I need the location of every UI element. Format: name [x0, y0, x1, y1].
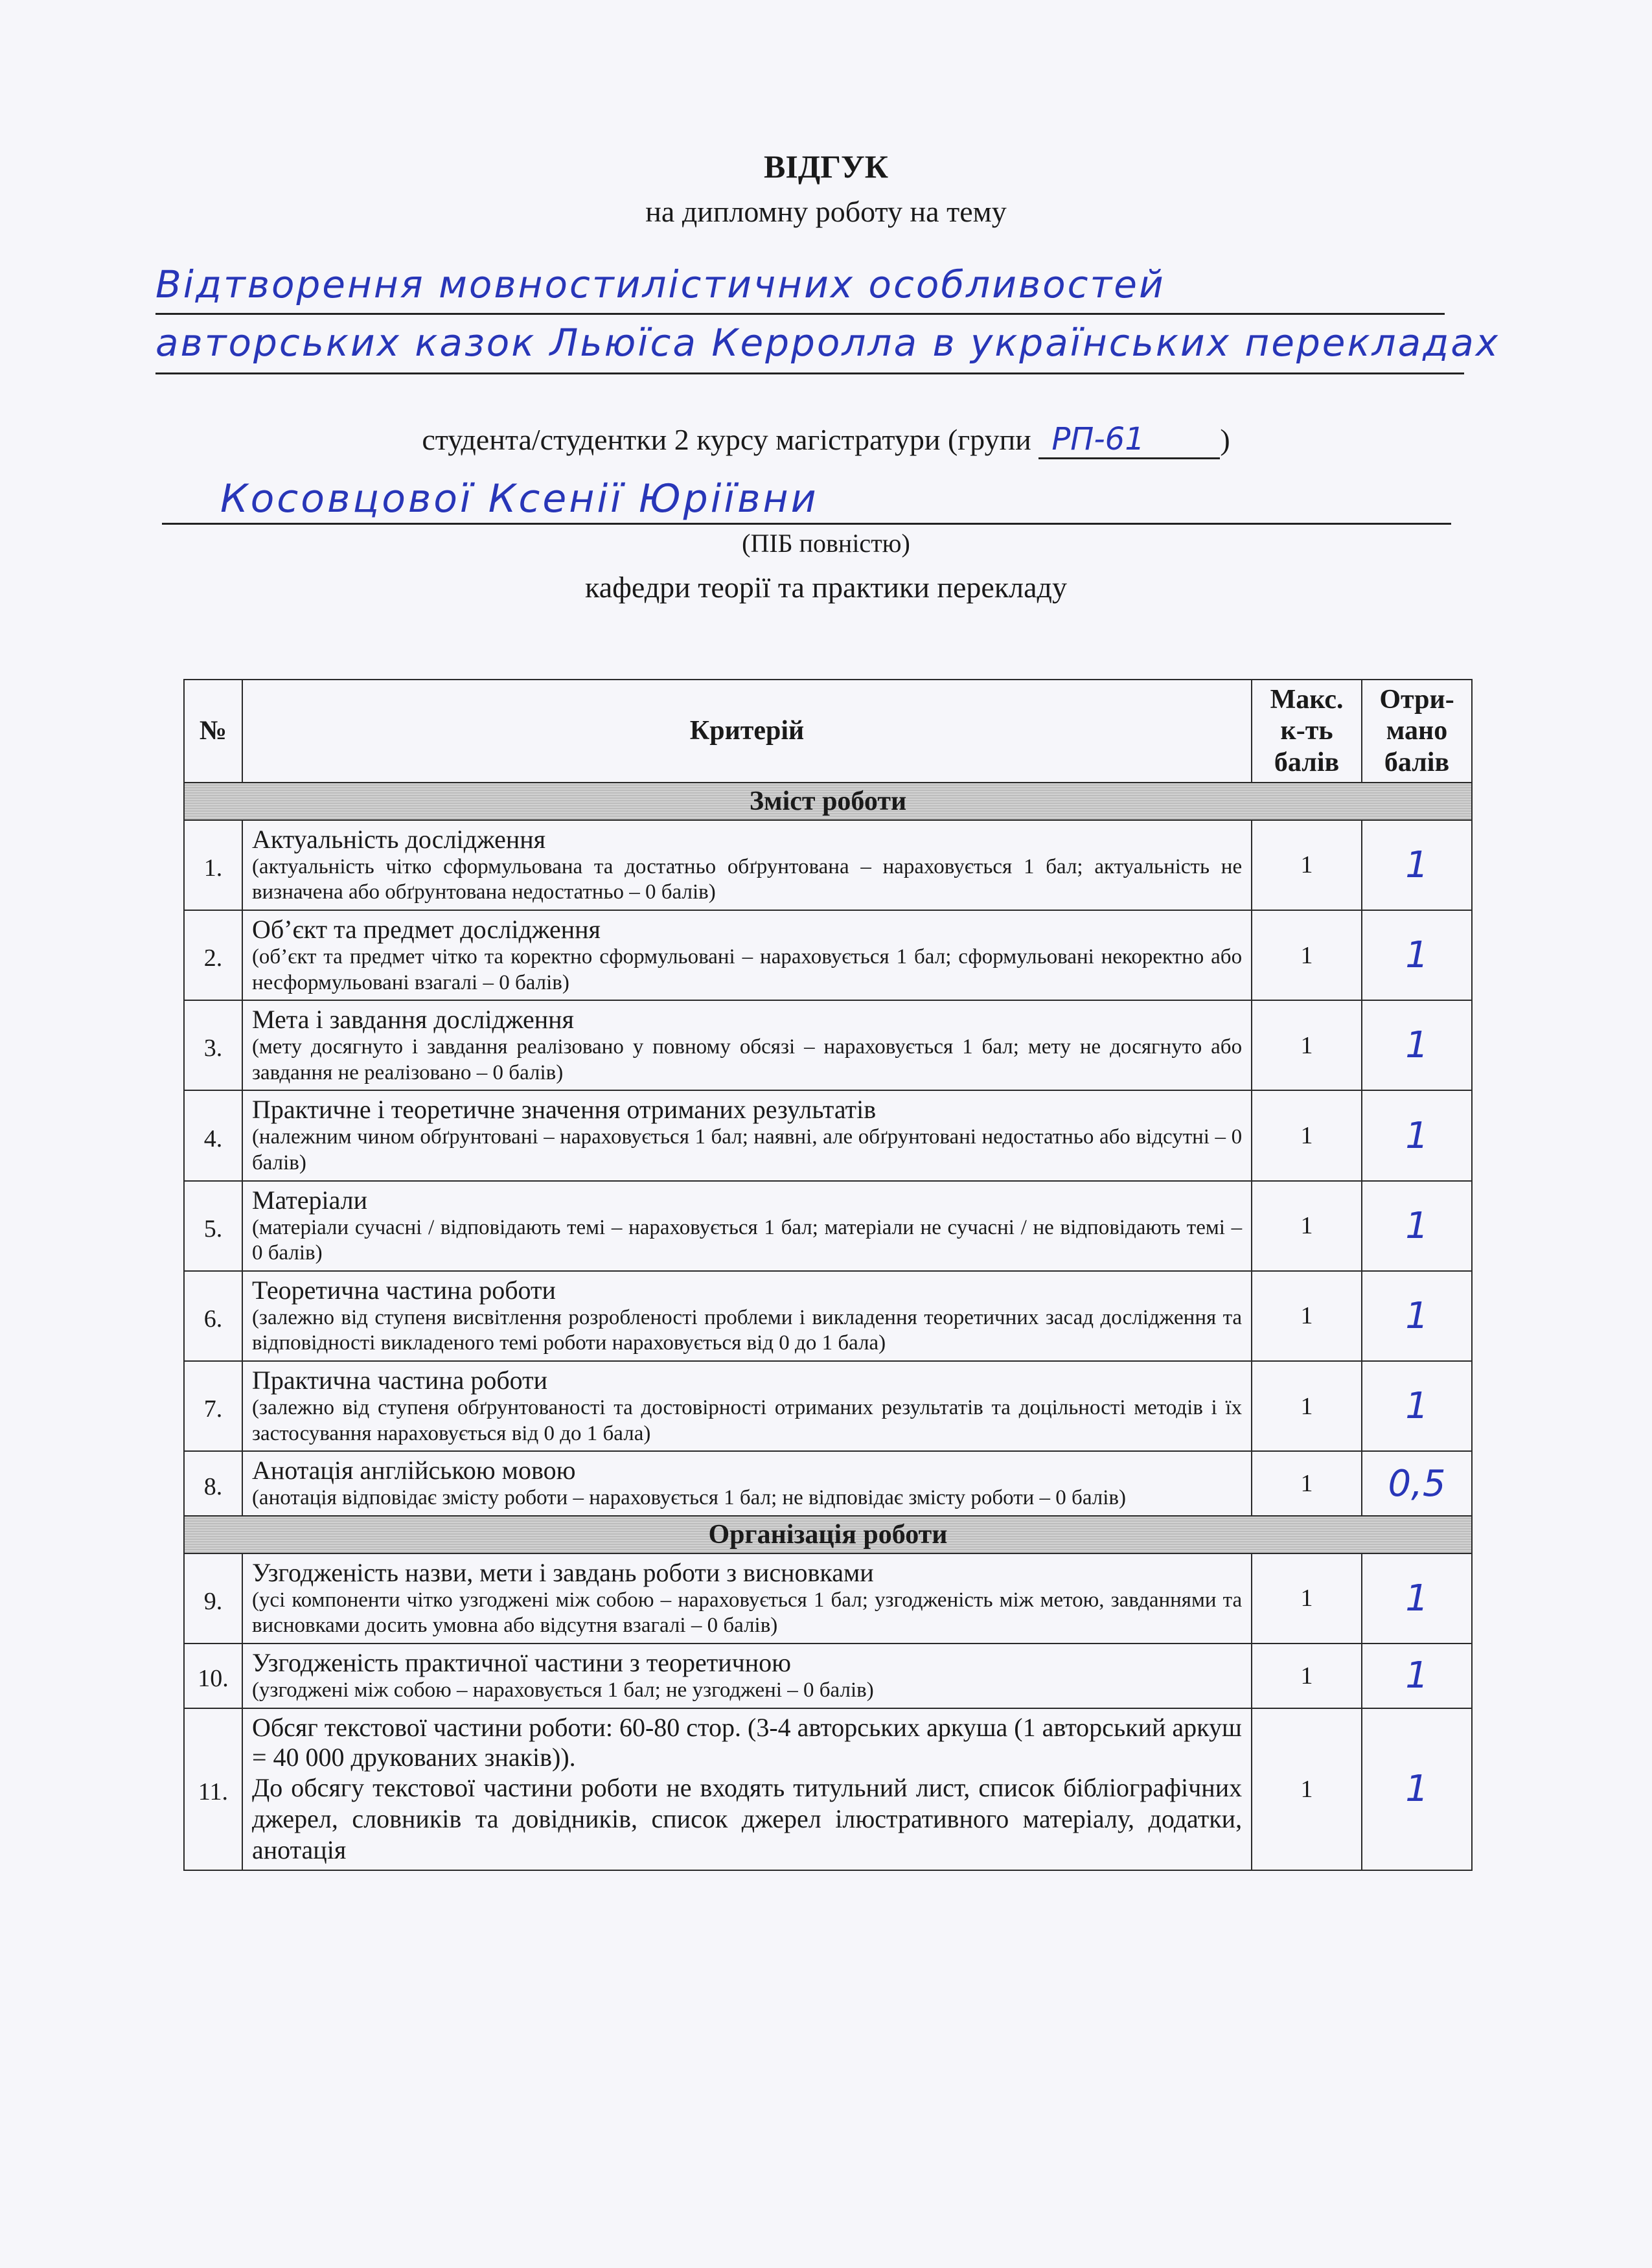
row-number: 8. [184, 1451, 242, 1516]
received-points-field[interactable] [1362, 820, 1472, 910]
received-points-field[interactable] [1362, 910, 1472, 1000]
received-points-field[interactable] [1362, 1361, 1472, 1451]
max-points: 1 [1252, 1361, 1362, 1451]
received-points-value: 1 [1405, 1577, 1428, 1620]
table-body [184, 783, 1472, 1870]
row-number: 2. [184, 910, 242, 1000]
group-field[interactable] [1038, 421, 1220, 459]
criterion-description: (анотація відповідає змісту роботи – нараховується 1 бал; не відповідає змісту роботи – 0 балів) [251, 1486, 1126, 1510]
criterion-cell [242, 1553, 1252, 1644]
student-name-field[interactable] [162, 476, 1451, 525]
row-number: 3. [184, 1000, 242, 1090]
criterion-title: Узгодженість назви, мети і завдань роботи з висновками [251, 1557, 874, 1587]
max-points: 1 [1252, 820, 1362, 910]
table-row [184, 1361, 1472, 1451]
row-number: 4. [184, 1090, 242, 1180]
received-points-field[interactable] [1362, 1708, 1472, 1870]
received-points-value: 1 [1405, 1204, 1428, 1247]
criterion-description: (актуальність чітко сформульована та достатньо обґрунтована – нараховується 1 бал; актуальність не визначена або обґрунтована недостатньо – 0 балів) [251, 854, 1243, 904]
criterion-description: (залежно від ступеня обґрунтованості та достовірності отриманих результатів та доцільності методів і їх застосування нараховується від 0 до 1 бала) [251, 1396, 1243, 1445]
header-max-line: Макс. [1270, 685, 1344, 715]
row-number: 7. [184, 1361, 242, 1451]
received-points-value: 1 [1405, 1768, 1428, 1811]
header-received-line: балів [1384, 747, 1450, 777]
max-points: 1 [1252, 1271, 1362, 1361]
criterion-description: (узгоджені між собою – нараховується 1 бал; не узгоджені – 0 балів) [251, 1678, 874, 1702]
criterion-cell [242, 910, 1252, 1000]
criteria-table [183, 679, 1473, 1871]
student-suffix: ) [1220, 423, 1230, 456]
criterion-title: Об’єкт та предмет дослідження [251, 915, 601, 945]
row-number: 5. [184, 1181, 242, 1271]
criterion-title: Мета і завдання дослідження [251, 1005, 574, 1035]
max-points: 1 [1252, 1644, 1362, 1708]
received-points-field[interactable] [1362, 1090, 1472, 1180]
received-points-value: 1 [1405, 843, 1428, 886]
table-row [184, 910, 1472, 1000]
criterion-cell [242, 1451, 1252, 1516]
document-subtitle: на дипломну роботу на тему [645, 195, 1007, 228]
received-points-field[interactable] [1362, 1181, 1472, 1271]
row-number: 6. [184, 1271, 242, 1361]
student-prefix: студента/студентки 2 курсу магістратури (групи [422, 423, 1031, 456]
received-points-value: 1 [1405, 1385, 1428, 1428]
criterion-cell [242, 1361, 1252, 1451]
max-points: 1 [1252, 910, 1362, 1000]
name-caption: (ПІБ повністю) [742, 529, 910, 558]
max-points: 1 [1252, 1451, 1362, 1516]
section-row [184, 1516, 1472, 1553]
criterion-description: (залежно від ступеня висвітлення розробленості проблеми і викладення теоретичних засад дослідження та відповідності викладеного темі роботи нараховується від 0 до 1 бала) [251, 1305, 1243, 1355]
table-row [184, 1451, 1472, 1516]
topic-field-line-1[interactable] [155, 262, 1445, 315]
topic-handwritten-line-1: Відтворення мовностилістичних особливостей [155, 262, 1165, 306]
criterion-description: (усі компоненти чітко узгоджені між собою – нараховується 1 бал; узгодженість між метою, завданнями та висновками досить умовна або відсутня взагалі – 0 балів) [251, 1588, 1243, 1638]
criterion-cell [242, 1708, 1252, 1870]
max-points: 1 [1252, 1708, 1362, 1870]
table-header-row [184, 680, 1472, 783]
received-points-value: 1 [1405, 1024, 1428, 1067]
section-title: Організація роботи [184, 1516, 1472, 1553]
criterion-title: Практична частина роботи [251, 1366, 548, 1395]
criterion-title: Актуальність дослідження [251, 824, 546, 854]
table-row [184, 1553, 1472, 1644]
received-points-value: 1 [1405, 934, 1428, 977]
table-row [184, 1181, 1472, 1271]
max-points: 1 [1252, 1181, 1362, 1271]
received-points-value: 0,5 [1388, 1462, 1446, 1505]
header-received-points [1362, 680, 1472, 783]
criterion-description: (мету досягнуто і завдання реалізовано у повному обсязі – нараховується 1 бал; мету не досягнуто або завдання не реалізовано – 0 балів) [251, 1035, 1243, 1084]
header-max-line: к-ть [1280, 716, 1333, 746]
criterion-cell [242, 1000, 1252, 1090]
criterion-cell [242, 1644, 1252, 1708]
criterion-title: Практичне і теоретичне значення отриманих результатів [251, 1095, 877, 1125]
header-max-line: балів [1274, 747, 1340, 777]
row-number: 11. [184, 1708, 242, 1870]
received-points-field[interactable] [1362, 1271, 1472, 1361]
received-points-value: 1 [1405, 1114, 1428, 1157]
max-points: 1 [1252, 1000, 1362, 1090]
student-line [0, 421, 1652, 459]
received-points-value: 1 [1405, 1655, 1428, 1697]
header-max-points [1252, 680, 1362, 783]
criterion-cell [242, 1271, 1252, 1361]
criterion-description: До обсягу текстової частини роботи не входять титульний лист, список бібліографічних джерел, словників та довідників, список джерел ілюстративного матеріалу, додатки, анотація [251, 1772, 1243, 1864]
criterion-description: (матеріали сучасні / відповідають темі – нараховується 1 бал; матеріали не сучасні / не відповідають темі – 0 балів) [251, 1215, 1243, 1265]
criterion-title: Теоретична частина роботи [251, 1275, 556, 1305]
row-number: 9. [184, 1553, 242, 1644]
department-label: кафедри теорії та практики перекладу [585, 571, 1067, 604]
table-row [184, 820, 1472, 910]
criterion-title: Матеріали [251, 1185, 368, 1215]
max-points: 1 [1252, 1090, 1362, 1180]
criterion-description: (об’єкт та предмет чітко та коректно сформульовані – нараховується 1 бал; сформульовані некоректно або несформульовані взагалі – 0 балів) [251, 945, 1243, 994]
section-title: Зміст роботи [184, 783, 1472, 820]
row-number: 1. [184, 820, 242, 910]
table-row [184, 1708, 1472, 1870]
table-row [184, 1090, 1472, 1180]
header-received-line: Отри- [1379, 685, 1454, 715]
criterion-cell [242, 1181, 1252, 1271]
header-number: № [184, 680, 242, 783]
received-points-value: 1 [1405, 1294, 1428, 1337]
max-points: 1 [1252, 1553, 1362, 1644]
table-row [184, 1000, 1472, 1090]
received-points-field[interactable] [1362, 1000, 1472, 1090]
header-criterion: Критерій [242, 680, 1252, 783]
group-value: РП-61 [1051, 421, 1145, 457]
received-points-field[interactable] [1362, 1451, 1472, 1516]
criterion-cell [242, 1090, 1252, 1180]
student-name-value: Косовцової Ксенії Юріївни [220, 476, 819, 521]
criterion-cell [242, 820, 1252, 910]
table-row [184, 1271, 1472, 1361]
received-points-field[interactable] [1362, 1644, 1472, 1708]
row-number: 10. [184, 1644, 242, 1708]
table-row [184, 1644, 1472, 1708]
section-row [184, 783, 1472, 820]
topic-field-line-2[interactable] [155, 321, 1500, 374]
criterion-title: Узгодженість практичної частини з теоретичною [251, 1647, 792, 1677]
criterion-description: (належним чином обґрунтовані – нараховується 1 бал; наявні, але обґрунтовані недостатньо або відсутні – 0 балів) [251, 1125, 1243, 1175]
document-title: ВІДГУК [764, 148, 888, 185]
criterion-title: Анотація англійською мовою [251, 1456, 576, 1485]
received-points-field[interactable] [1362, 1553, 1472, 1644]
topic-handwritten-line-2: авторських казок Льюїса Керролла в українських перекладах [155, 321, 1500, 365]
header-received-line: мано [1386, 716, 1448, 746]
criterion-title: Обсяг текстової частини роботи: 60-80 стор. (3-4 авторських аркуша (1 авторський аркуш = 40 000 друкованих знаків)). [251, 1712, 1242, 1772]
